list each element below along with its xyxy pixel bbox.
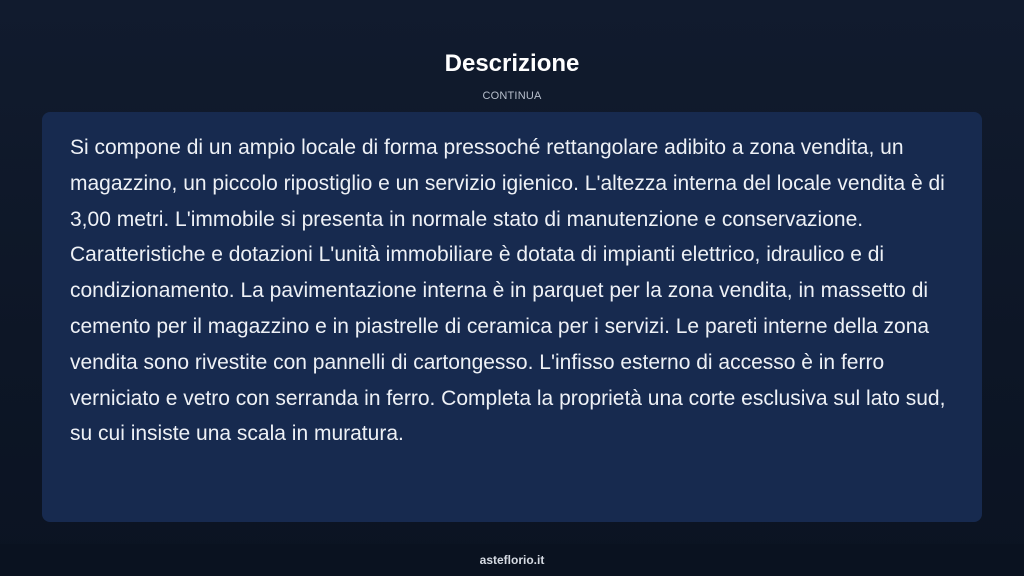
- footer-brand: asteflorio.it: [479, 553, 545, 567]
- continue-link[interactable]: CONTINUA: [482, 90, 542, 102]
- footer: [0, 544, 1024, 576]
- page-title: Descrizione: [444, 50, 580, 77]
- description-card: [42, 112, 982, 522]
- description-text: Si compone di un ampio locale di forma pressoché rettangolare adibito a zona vendita, un magazzino, un piccolo ripostiglio e un servizio igienico. L'altezza interna del locale vendita è di 3,00 metri. L'immobile si presenta in normale stato di manutenzione e conservazione. Caratteristiche e dotazioni L'unità immobiliare è dotata di impianti elettrico, idraulico e di condizionamento. La pavimentazione interna è in parquet per la zona vendita, in massetto di cemento per il magazzino e in piastrelle di ceramica per i servizi. Le pareti interne della zona vendita sono rivestite con pannelli di cartongesso. L'infisso esterno di accesso è in ferro verniciato e vetro con serranda in ferro. Completa la proprietà una corte esclusiva sul lato sud, su cui insiste una scala in muratura.: [70, 136, 946, 446]
